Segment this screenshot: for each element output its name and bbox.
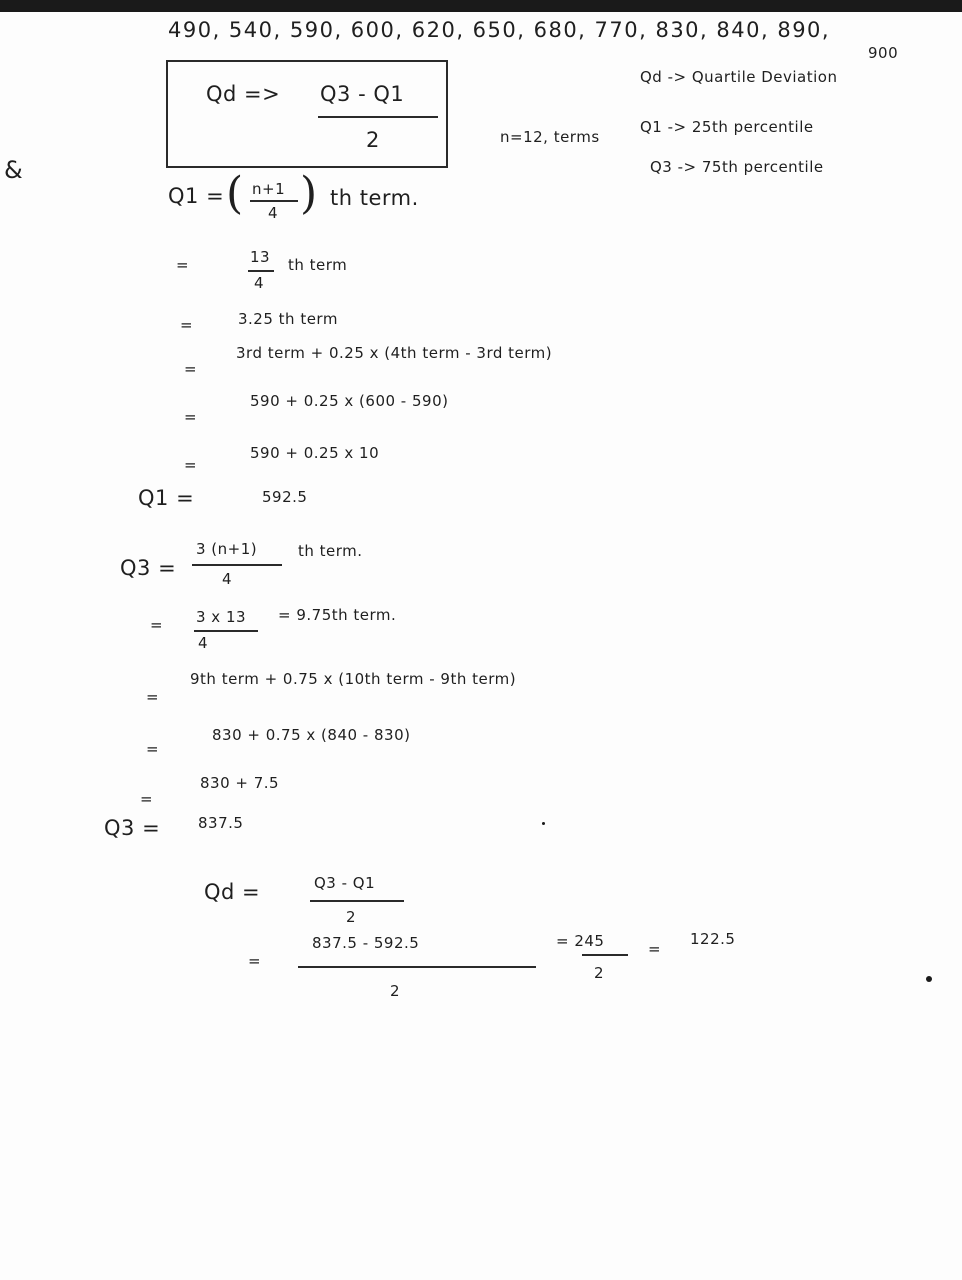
- q1-formula-bar: [250, 200, 298, 202]
- data-series-last: 900: [868, 44, 899, 62]
- q1-eq-5: =: [184, 456, 198, 474]
- box-fraction-bar: [318, 116, 438, 118]
- formula-box: [166, 60, 448, 168]
- qd-eq-3: =: [648, 940, 662, 958]
- def-q3: Q3 -> 75th percentile: [650, 158, 824, 176]
- q1-step5: 590 + 0.25 x 10: [250, 444, 380, 462]
- q1-result: 592.5: [262, 488, 308, 506]
- q3-eq-4: =: [140, 790, 154, 808]
- qd-bar: [310, 900, 404, 902]
- q1-step1-num: 13: [250, 248, 271, 266]
- def-q1: Q1 -> 25th percentile: [640, 118, 814, 136]
- q3-step2: 9th term + 0.75 x (10th term - 9th term): [190, 670, 517, 688]
- pen-dot-small: [542, 822, 545, 825]
- pen-dot: [926, 976, 932, 982]
- qd-den2: 2: [390, 982, 401, 1000]
- q3-formula-suffix: th term.: [298, 542, 363, 560]
- q3-step1-num: 3 x 13: [196, 608, 247, 626]
- q1-result-lhs: Q1 =: [138, 486, 195, 510]
- q1-step2: 3.25 th term: [238, 310, 338, 328]
- q1-formula-suffix: th term.: [330, 186, 419, 210]
- qd-frac-num: = 245: [556, 932, 605, 950]
- q1-step4: 590 + 0.25 x (600 - 590): [250, 392, 449, 410]
- q3-result: 837.5: [198, 814, 244, 832]
- q1-eq-1: =: [176, 256, 190, 274]
- def-n-terms: n=12, terms: [500, 128, 600, 146]
- q1-step1-bar: [248, 270, 274, 272]
- q1-eq-3: =: [184, 360, 198, 378]
- q3-formula-num: 3 (n+1): [196, 540, 258, 558]
- qd-eq-2: =: [248, 952, 262, 970]
- q3-formula-den: 4: [222, 570, 233, 588]
- q3-formula-lhs: Q3 =: [120, 556, 177, 580]
- top-edge-shadow: [0, 0, 962, 12]
- q3-step1-den: 4: [198, 634, 209, 652]
- qd-frac-den: 2: [594, 964, 605, 982]
- data-series: 490, 540, 590, 600, 620, 650, 680, 770, 830, 840, 890,: [168, 18, 831, 42]
- qd-den: 2: [346, 908, 357, 926]
- q1-close-paren: ): [300, 168, 318, 219]
- qd-result: 122.5: [690, 930, 736, 948]
- qd-num2: 837.5 - 592.5: [312, 934, 420, 952]
- q1-step1-suffix: th term: [288, 256, 348, 274]
- q1-formula-lhs: Q1 =: [168, 184, 225, 208]
- q1-step1-den: 4: [254, 274, 265, 292]
- q3-formula-bar: [192, 564, 282, 566]
- q3-step1-bar: [194, 630, 258, 632]
- q3-eq-3: =: [146, 740, 160, 758]
- q1-formula-den: 4: [268, 204, 279, 222]
- q1-open-paren: (: [226, 168, 244, 219]
- margin-mark: &: [4, 156, 24, 184]
- q3-step1-rhs: = 9.75th term.: [278, 606, 397, 624]
- box-qd-lhs: Qd =>: [206, 82, 281, 106]
- qd-frac-bar: [582, 954, 628, 956]
- q1-step3: 3rd term + 0.25 x (4th term - 3rd term): [236, 344, 553, 362]
- qd-bar2: [298, 966, 536, 968]
- box-numerator: Q3 - Q1: [320, 82, 405, 106]
- box-denominator: 2: [366, 128, 380, 152]
- q3-result-lhs: Q3 =: [104, 816, 161, 840]
- qd-num: Q3 - Q1: [314, 874, 376, 892]
- qd-lhs: Qd =: [204, 880, 261, 904]
- def-qd: Qd -> Quartile Deviation: [640, 68, 838, 86]
- q3-step4: 830 + 7.5: [200, 774, 280, 792]
- q3-eq-1: =: [150, 616, 164, 634]
- q3-step3: 830 + 0.75 x (840 - 830): [212, 726, 411, 744]
- q1-eq-4: =: [184, 408, 198, 426]
- q1-formula-num: n+1: [252, 180, 286, 198]
- q3-eq-2: =: [146, 688, 160, 706]
- q1-eq-2: =: [180, 316, 194, 334]
